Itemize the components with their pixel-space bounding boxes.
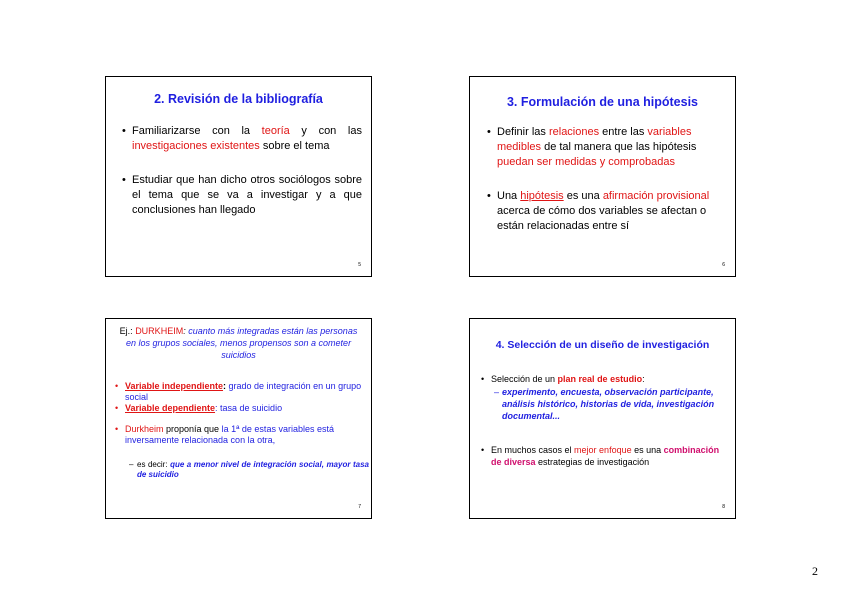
slide-title: 2. Revisión de la bibliografía: [154, 92, 323, 106]
slide-number: 6: [722, 262, 725, 268]
bullet-list: [481, 373, 726, 385]
bullet-item: • En muchos casos el mejor enfoque es una combinación de diversa estrategias de investigación: [481, 445, 720, 467]
slide-number: 7: [358, 504, 361, 510]
slide-number: 5: [358, 262, 361, 268]
bullet-list: [487, 125, 719, 234]
bullet-item: • Variable independiente: grado de integración en un grupo social: [115, 381, 362, 402]
slide-6: [469, 76, 736, 277]
bullet-item: • Selección de un plan real de estudio:: [481, 374, 645, 384]
sub-bullet: – experimento, encuesta, observación participante, análisis histórico, historias de vida, investigación documental...: [494, 387, 715, 421]
sub-bullet: – es decir: que a menor nivel de integración social, mayor tasa de suicidio: [129, 460, 369, 479]
slide-number: 8: [722, 504, 725, 510]
slide-7: [105, 318, 372, 519]
bullet-list: [481, 444, 726, 468]
bullet-item: • Familiarizarse con la teoría y con las investigaciones existentes sobre el tema: [122, 125, 362, 152]
slide-title: 3. Formulación de una hipótesis: [506, 95, 698, 109]
bullet-item: • Durkheim proponía que la 1ª de estas variables está inversamente relacionada con la otra,: [115, 424, 334, 445]
bullet-list: [122, 124, 362, 218]
bullet-item: • Variable dependiente: tasa de suicidio: [115, 403, 283, 413]
bullet-list: [115, 381, 365, 446]
bullet-item: • Estudiar que han dicho otros sociólogos sobre el tema que se va a investigar y a que conclusiones han llegado: [122, 174, 362, 216]
slide-5: [105, 76, 372, 277]
slide-title: 4. Selección de un diseño de investigación: [495, 339, 710, 351]
slide-8: [469, 318, 736, 519]
bullet-item: • Una hipótesis es una afirmación provisional acerca de cómo dos variables se afectan o están relacionadas entre sí: [487, 190, 710, 232]
example-intro: Ej.: DURKHEIM: cuanto más integradas están las personas en los grupos sociales, menos propensos son a cometer suicidios: [119, 326, 358, 360]
bullet-item: • Definir las relaciones entre las variables medibles de tal manera que las hipótesis puedan ser medidas y comprobadas: [487, 126, 697, 168]
page-number: 2: [812, 564, 818, 578]
